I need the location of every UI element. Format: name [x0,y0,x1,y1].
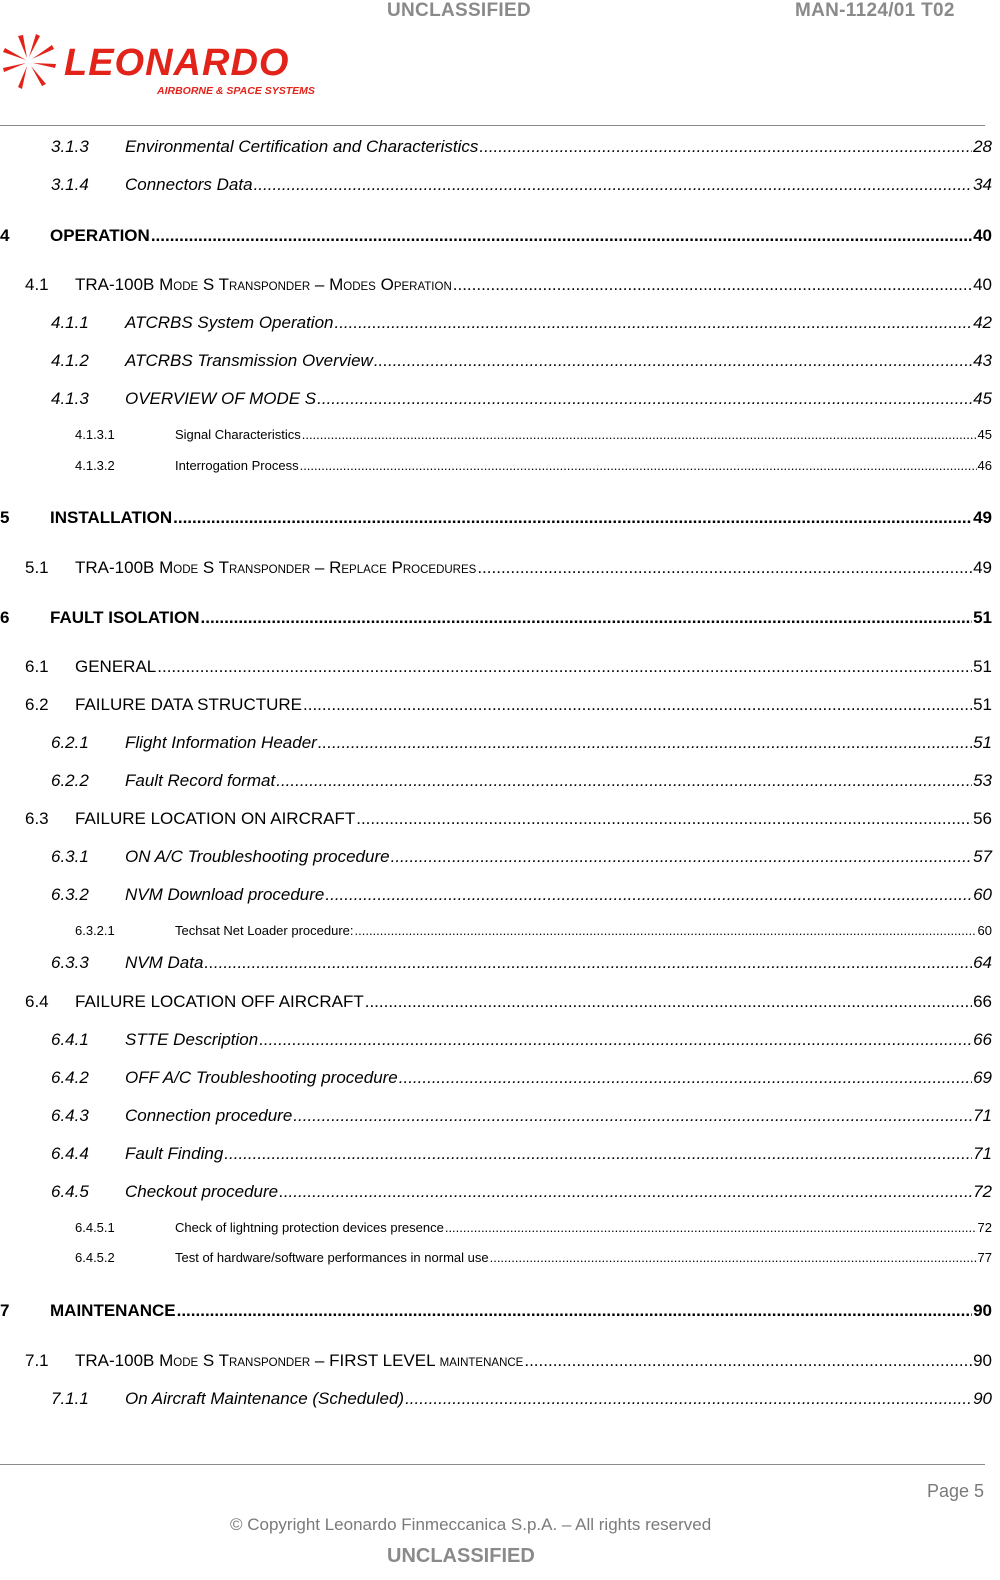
toc-entry[interactable] [0,1182,992,1206]
toc-entry[interactable] [0,175,992,199]
toc-entry-title: FAILURE DATA STRUCTURE [75,695,303,714]
toc-title-part: RANSPONDER [229,281,311,293]
toc-dot-leader [356,809,972,829]
toc-entry-title: Techsat Net Loader procedure: [175,923,354,938]
toc-entry-title: Test of hardware/software performances in normal use [175,1250,489,1265]
toc-entry-title: Connectors Data [125,175,253,194]
toc-entry-number: 5.1 [25,558,49,577]
toc-entry[interactable] [0,657,992,681]
toc-entry-page: 42 [973,313,992,332]
toc-title-part: – FIRST LEVEL [310,1351,440,1370]
toc-entry-number: 6.3 [25,809,49,828]
toc-entry[interactable] [0,809,992,833]
toc-dot-leader [365,992,972,1012]
toc-title-part: TRA-100B M [75,275,174,294]
toc-entry-number: 6.2 [25,695,49,714]
toc-entry-title: INSTALLATION [50,508,173,527]
toc-entry-page: 28 [973,137,992,156]
toc-entry-page: 51 [973,608,992,627]
toc-dot-leader [259,1030,972,1050]
toc-entry-page: 72 [977,1220,992,1235]
toc-dot-leader [318,733,972,753]
toc-entry-page: 51 [973,733,992,752]
toc-entry[interactable] [0,137,992,161]
toc-entry-title: OFF A/C Troubleshooting procedure [125,1068,398,1087]
toc-entry-number: 6.4.3 [51,1106,89,1125]
toc-entry-number: 3.1.3 [51,137,89,156]
toc-dot-leader [453,275,972,295]
toc-entry-page: 53 [973,771,992,790]
toc-entry-page: 60 [973,885,992,904]
toc-dot-leader [300,458,977,473]
toc-dot-leader [490,1250,977,1265]
toc-entry-number: 6.4.5.1 [75,1220,115,1235]
toc-dot-leader [325,885,972,905]
toc-entry[interactable] [0,1220,992,1238]
toc-entry[interactable] [0,847,992,871]
toc-entry-page: 64 [973,953,992,972]
toc-entry-title: GENERAL [75,657,157,676]
toc-entry-number: 7.1.1 [51,1389,89,1408]
toc-entry[interactable] [0,351,992,375]
toc-entry-number: 4.1 [25,275,49,294]
toc-title-part: – M [310,275,344,294]
toc-title-part: RANSPONDER [229,1357,311,1369]
toc-entry-title: MAINTENANCE [50,1301,176,1320]
toc-title-part: RANSPONDER [229,564,311,576]
toc-entry-title: On Aircraft Maintenance (Scheduled) [125,1389,405,1408]
footer-classification: UNCLASSIFIED [387,1545,535,1567]
toc-entry-title: Signal Characteristics [175,427,301,442]
toc-entry-number: 4.1.2 [51,351,89,370]
toc-entry[interactable] [0,608,992,634]
toc-entry[interactable] [0,1250,992,1268]
toc-entry-title: FAILURE LOCATION OFF AIRCRAFT [75,992,364,1011]
toc-entry-number: 4.1.1 [51,313,89,332]
toc-dot-leader [405,1389,972,1409]
header-classification: UNCLASSIFIED [387,0,531,21]
toc-entry-title: Flight Information Header [125,733,317,752]
toc-entry-page: 69 [973,1068,992,1087]
toc-entry-title: Check of lightning protection devices presence [175,1220,444,1235]
toc-entry-title: NVM Download procedure [125,885,325,904]
toc-entry[interactable] [0,1301,992,1327]
toc-entry-page: 45 [977,427,992,442]
toc-entry[interactable] [0,508,992,534]
toc-entry-number: 6.4.5.2 [75,1250,115,1265]
toc-entry-page: 90 [973,1351,992,1370]
footer-divider [0,1464,985,1465]
toc-dot-leader [279,1182,972,1202]
toc-entry-page: 51 [973,695,992,714]
toc-entry-number: 6.4.4 [51,1144,89,1163]
toc-entry-number: 3.1.4 [51,175,89,194]
toc-entry[interactable] [0,1144,992,1168]
toc-entry-page: 40 [973,226,992,245]
toc-entry-title: Fault Finding [125,1144,224,1163]
toc-entry[interactable] [0,1030,992,1054]
toc-title-part: ROCEDURES [402,564,477,576]
toc-dot-leader [334,313,972,333]
toc-title-part: PERATION [393,281,452,293]
toc-entry[interactable] [0,953,992,977]
toc-entry-page: 60 [977,923,992,938]
toc-entry-page: 90 [973,1389,992,1408]
toc-entry-page: 49 [973,558,992,577]
toc-entry-title: FAULT ISOLATION [50,608,200,627]
toc-title-part: O [375,275,394,294]
toc-title-part: ODE [173,1357,199,1369]
toc-entry-number: 6.3.1 [51,847,89,866]
svg-text:LEONARDO: LEONARDO [64,42,290,84]
toc-entry[interactable] [0,313,992,337]
toc-dot-leader [399,1068,972,1088]
toc-entry-number: 7 [0,1301,10,1320]
toc-entry-title: Interrogation Process [175,458,299,473]
logo-star-icon [3,34,56,89]
toc-dot-leader [151,226,972,246]
toc-dot-leader [479,137,972,157]
toc-title-part: MAINTENANCE [439,1357,524,1369]
toc-dot-leader [445,1220,977,1235]
toc-entry-title: Fault Record format [125,771,276,790]
toc-entry[interactable] [0,1351,992,1375]
toc-entry-title [75,558,476,578]
toc-entry-number: 6.4 [25,992,49,1011]
toc-dot-leader [224,1144,972,1164]
toc-entry[interactable] [0,275,992,299]
toc-dot-leader [317,389,972,409]
toc-entry[interactable] [0,885,992,909]
toc-entry[interactable] [0,733,992,757]
toc-dot-leader [524,1351,972,1371]
toc-entry-number: 6 [0,608,10,627]
toc-dot-leader [204,953,972,973]
toc-entry-page: 71 [973,1144,992,1163]
toc-entry[interactable] [0,1389,992,1413]
toc-entry-title: ATCRBS System Operation [125,313,334,332]
toc-entry-title: ATCRBS Transmission Overview [125,351,373,370]
toc-title-part: S T [198,1351,230,1370]
toc-entry-title: STTE Description [125,1030,259,1049]
toc-entry-number: 6.1 [25,657,49,676]
toc-entry[interactable] [0,1068,992,1092]
toc-entry-page: 46 [977,458,992,473]
leonardo-logo [0,30,330,102]
toc-entry-number: 6.4.2 [51,1068,89,1087]
toc-dot-leader [173,508,972,528]
toc-title-part: ODE [173,564,199,576]
toc-entry-page: 56 [973,809,992,828]
toc-entry[interactable] [0,1106,992,1130]
toc-entry-number: 6.3.3 [51,953,89,972]
toc-entry-number: 4 [0,226,10,245]
toc-entry-title: Environmental Certification and Characteristics [125,137,479,156]
toc-entry-page: 51 [973,657,992,676]
svg-text:AIRBORNE & SPACE SYSTEMS: AIRBORNE & SPACE SYSTEMS [157,85,315,97]
toc-entry-number: 4.1.3.1 [75,427,115,442]
toc-entry-number: 5 [0,508,10,527]
toc-dot-leader [477,558,972,578]
toc-entry-number: 7.1 [25,1351,49,1370]
toc-entry-page: 45 [973,389,992,408]
toc-entry-title: OPERATION [50,226,150,245]
toc-entry-number: 6.4.1 [51,1030,89,1049]
toc-dot-leader [293,1106,972,1126]
toc-entry-title: NVM Data [125,953,204,972]
copyright-notice: © Copyright Leonardo Finmeccanica S.p.A. – All rights reserved [230,1515,712,1534]
toc-entry-page: 90 [973,1301,992,1320]
toc-title-part: – R [310,558,342,577]
toc-dot-leader [201,608,973,628]
toc-entry-title [75,275,452,295]
toc-entry[interactable] [0,771,992,795]
toc-entry-title: Connection procedure [125,1106,293,1125]
toc-entry-title: FAILURE LOCATION ON AIRCRAFT [75,809,356,828]
toc-title-part: S T [198,275,230,294]
toc-entry-number: 6.4.5 [51,1182,89,1201]
toc-dot-leader [254,175,973,195]
toc-title-part: TRA-100B M [75,1351,174,1370]
toc-entry-page: 43 [973,351,992,370]
toc-entry-page: 40 [973,275,992,294]
toc-entry-number: 4.1.3 [51,389,89,408]
toc-entry-page: 77 [977,1250,992,1265]
toc-entry-number: 6.2.1 [51,733,89,752]
toc-dot-leader [276,771,972,791]
toc-entry[interactable] [0,226,992,252]
toc-title-part: ODE [173,281,199,293]
toc-entry-number: 6.3.2.1 [75,923,115,938]
toc-title-part: ODES [343,281,376,293]
toc-entry-number: 6.2.2 [51,771,89,790]
toc-dot-leader [157,657,972,677]
toc-dot-leader [303,695,972,715]
toc-entry-page: 34 [973,175,992,194]
toc-entry[interactable] [0,458,992,476]
toc-title-part: P [386,558,403,577]
toc-entry[interactable] [0,558,992,582]
toc-entry[interactable] [0,389,992,413]
toc-dot-leader [391,847,972,867]
toc-entry[interactable] [0,427,992,445]
toc-entry[interactable] [0,992,992,1016]
toc-entry-page: 66 [973,1030,992,1049]
toc-entry-title: OVERVIEW OF MODE S [125,389,317,408]
toc-title-part: S T [198,558,230,577]
toc-entry-page: 72 [973,1182,992,1201]
toc-dot-leader [374,351,972,371]
page-number: Page 5 [927,1481,985,1501]
toc-entry-title [75,1351,523,1371]
header-divider [0,125,985,126]
toc-title-part: TRA-100B M [75,558,174,577]
toc-dot-leader [355,923,977,938]
toc-title-part: EPLACE [341,564,387,576]
toc-entry-title: Checkout procedure [125,1182,279,1201]
toc-entry-title: ON A/C Troubleshooting procedure [125,847,390,866]
toc-entry-page: 71 [973,1106,992,1125]
toc-dot-leader [177,1301,972,1321]
toc-entry-page: 49 [973,508,992,527]
toc-dot-leader [302,427,977,442]
toc-entry[interactable] [0,923,992,941]
toc-entry-number: 4.1.3.2 [75,458,115,473]
header-doc-number: MAN-1124/01 T02 [795,0,955,21]
toc-entry-number: 6.3.2 [51,885,89,904]
toc-entry-page: 57 [973,847,992,866]
toc-entry-page: 66 [973,992,992,1011]
toc-entry[interactable] [0,695,992,719]
